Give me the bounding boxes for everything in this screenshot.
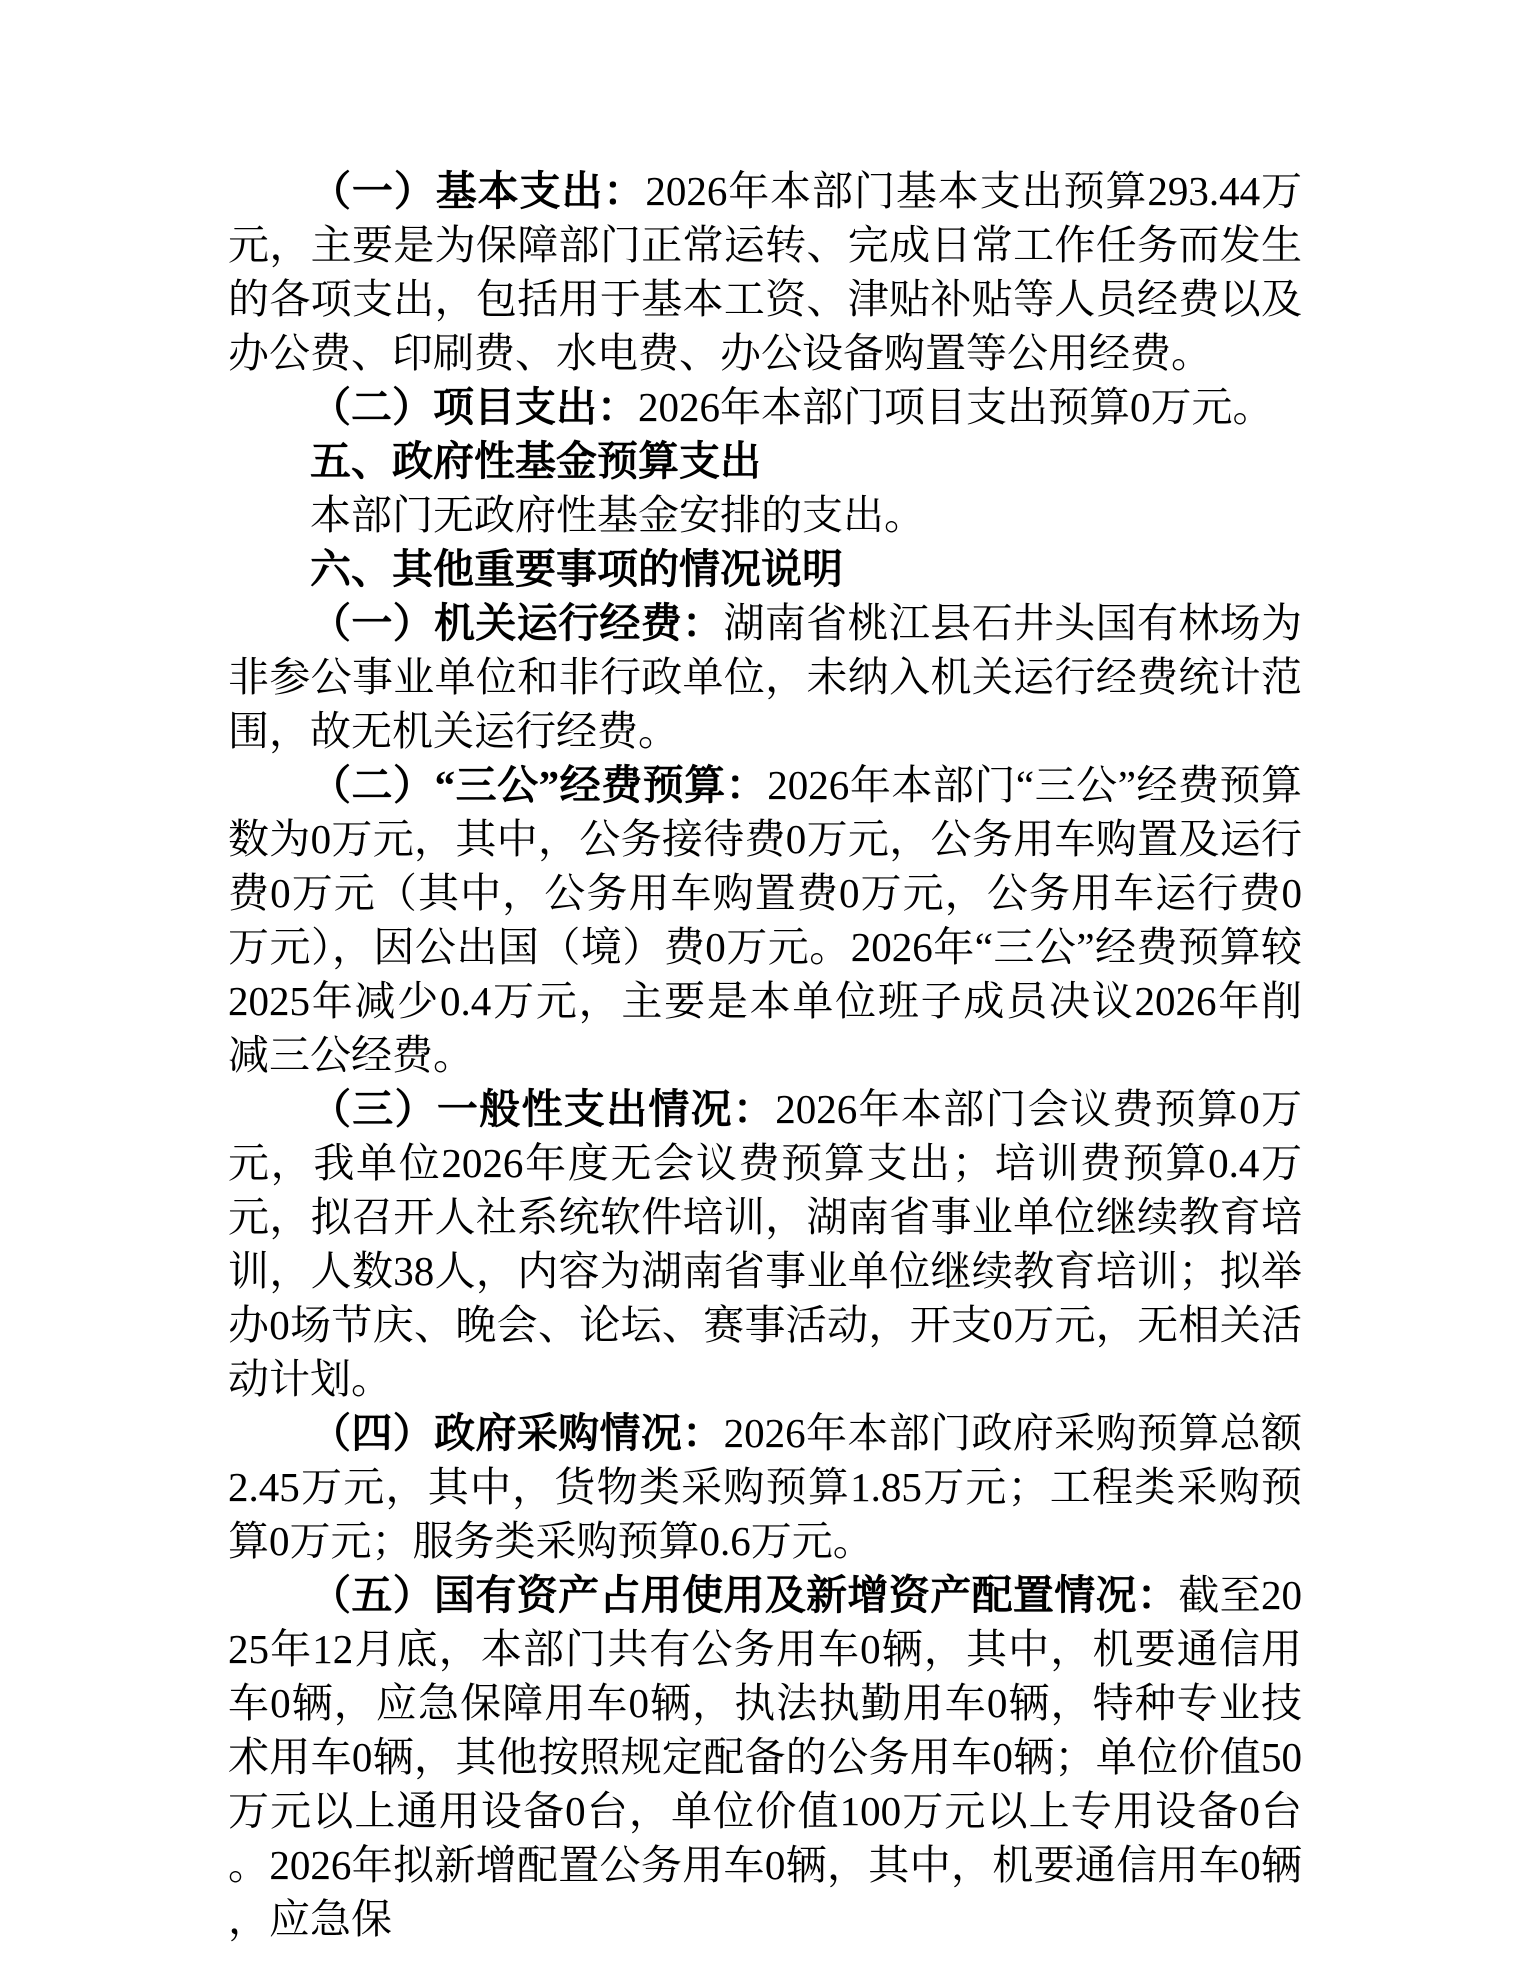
- paragraph-2: [228, 380, 1302, 434]
- paragraph-9: [228, 1406, 1302, 1568]
- paragraph-text: 本部门无政府性基金安排的支出。: [310, 492, 925, 538]
- paragraph-6: [228, 596, 1302, 758]
- section-heading-3: [228, 434, 1302, 488]
- section-heading-5: [228, 542, 1302, 596]
- paragraph-text: 截至2025年12月底，本部门共有公务用车0辆，其中，机要通信用车0辆，应急保障用车0辆，执法执勤用车0辆，特种专业技术用车0辆，其他按照规定配备的公务用车0辆；单位价值50万元以上通用设备0台，单位价值100万元以上专用设备0台。2026年拟新增配置公务用车0辆，其中，机要通信用车0辆，应急保: [228, 1572, 1303, 1942]
- item-lead-label: （二）项目支出：: [310, 384, 638, 430]
- paragraph-text: 湖南省桃江县石井头国有林场为非参公事业单位和非行政单位，未纳入机关运行经费统计范围，故无机关运行经费。: [228, 600, 1303, 754]
- document-body: [228, 164, 1302, 1946]
- item-lead-label: （二）“三公”经费预算：: [310, 762, 768, 808]
- paragraph-8: [228, 1082, 1302, 1406]
- paragraph-7: [228, 758, 1302, 1082]
- paragraph-text: 2026年本部门基本支出预算293.44万元，主要是为保障部门正常运转、完成日常工作任务而发生的各项支出，包括用于基本工资、津贴补贴等人员经费以及办公费、印刷费、水电费、办公设备购置等公用经费。: [228, 168, 1303, 376]
- item-lead-label: （五）国有资产占用使用及新增资产配置情况：: [310, 1572, 1179, 1618]
- item-lead-label: （三）一般性支出情况：: [310, 1086, 776, 1132]
- item-lead-label: （一）基本支出：: [310, 168, 646, 214]
- paragraph-text: 2026年本部门会议费预算0万元，我单位2026年度无会议费预算支出；培训费预算0.4万元，拟召开人社系统软件培训，湖南省事业单位继续教育培训，人数38人，内容为湖南省事业单位继续教育培训；拟举办0场节庆、晚会、论坛、赛事活动，开支0万元，无相关活动计划。: [228, 1086, 1302, 1402]
- paragraph-1: [228, 164, 1302, 380]
- paragraph-text: 2026年本部门政府采购预算总额2.45万元，其中，货物类采购预算1.85万元；工程类采购预算0万元；服务类采购预算0.6万元。: [228, 1410, 1303, 1564]
- item-lead-label: （一）机关运行经费：: [310, 600, 724, 646]
- heading-text: 六、其他重要事项的情况说明: [310, 546, 843, 592]
- paragraph-4: [228, 488, 1302, 542]
- heading-text: 五、政府性基金预算支出: [310, 438, 761, 484]
- item-lead-label: （四）政府采购情况：: [310, 1410, 724, 1456]
- paragraph-10: [228, 1568, 1302, 1946]
- paragraph-text: 2026年本部门项目支出预算0万元。: [638, 384, 1274, 430]
- paragraph-text: 2026年本部门“三公”经费预算数为0万元，其中，公务接待费0万元，公务用车购置及运行费0万元（其中，公务用车购置费0万元，公务用车运行费0万元），因公出国（境）费0万元。2026年“三公”经费预算较2025年减少0.4万元，主要是本单位班子成员决议2026年削减三公经费。: [228, 762, 1302, 1078]
